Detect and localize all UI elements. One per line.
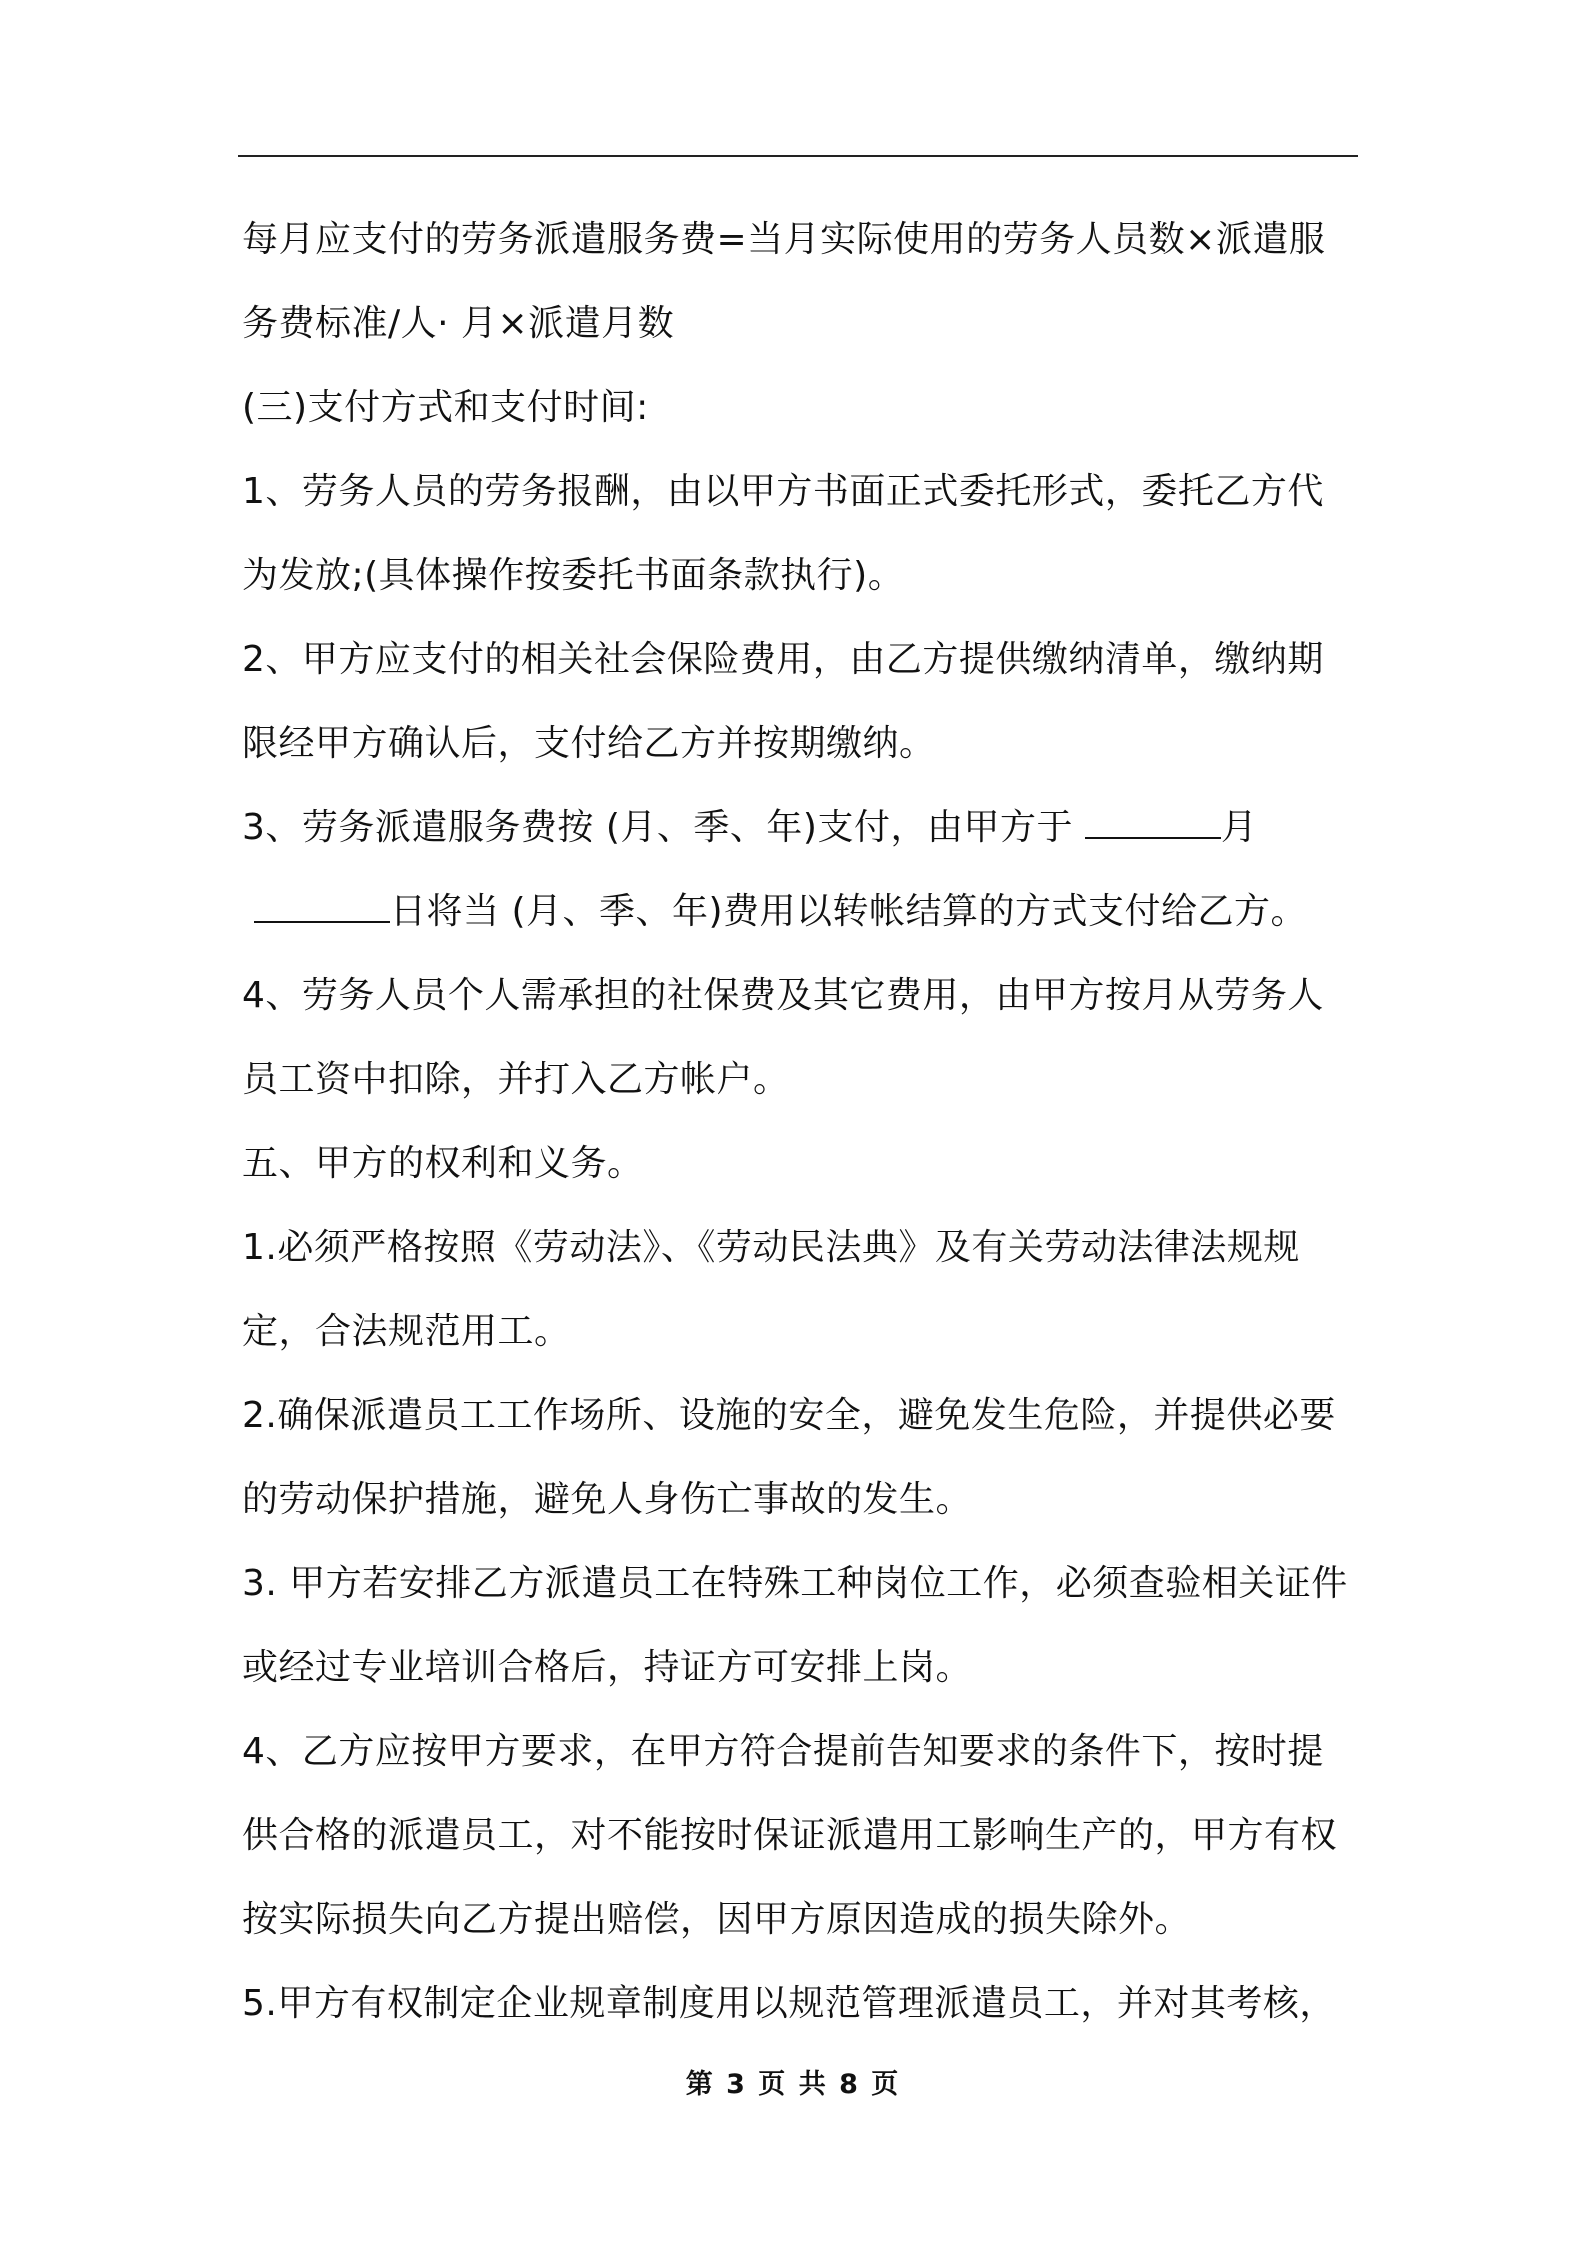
- paragraph-a-2: 2.确保派遣员工工作场所、设施的安全，避免发生危险，并提供必要的劳动保护措施，避免人身伤亡事故的发生。: [242, 1395, 1336, 1520]
- paragraph-a-3: 3. 甲方若安排乙方派遣员工在特殊工种岗位工作，必须查验相关证件或经过专业培训合格后，持证方可安排上岗。: [242, 1563, 1348, 1688]
- header-rule: [238, 155, 1358, 157]
- item-3-text-b: 月: [1220, 807, 1258, 848]
- paragraph-a-4: 4、乙方应按甲方要求，在甲方符合提前告知要求的条件下，按时提供合格的派遣员工，对不能按时保证派遣用工影响生产的，甲方有权按实际损失向乙方提出赔偿，因甲方原因造成的损失除外。: [242, 1731, 1338, 1940]
- paragraph-service-fee-formula: 每月应支付的劳务派遣服务费=当月实际使用的劳务人员数×派遣服务费标准/人· 月×派遣月数: [242, 219, 1326, 344]
- paragraph-payment-heading: (三)支付方式和支付时间:: [242, 387, 649, 428]
- paragraph-a-5: 5.甲方有权制定企业规章制度用以规范管理派遣员工，并对其考核，: [242, 1983, 1336, 2024]
- item-3-text-a: 3、劳务派遣服务费按 (月、季、年)支付，由甲方于: [242, 807, 1085, 848]
- item-3-text-c: 日将当 (月、季、年)费用以转帐结算的方式支付给乙方。: [390, 891, 1308, 932]
- month-blank: [1085, 801, 1221, 839]
- document-body: [242, 198, 1358, 2046]
- paragraph-item-3: [242, 786, 1358, 954]
- paragraph-item-2: 2、甲方应支付的相关社会保险费用，由乙方提供缴纳清单，缴纳期限经甲方确认后，支付给乙方并按期缴纳。: [242, 639, 1324, 764]
- section-heading-party-a-rights: 五、甲方的权利和义务。: [242, 1143, 644, 1184]
- day-blank: [254, 885, 390, 923]
- paragraph-a-1: 1.必须严格按照《劳动法》、《劳动民法典》及有关劳动法律法规规定，合法规范用工。: [242, 1227, 1300, 1352]
- page-number-footer: 第 3 页 共 8 页: [685, 2069, 901, 2100]
- paragraph-item-1: 1、劳务人员的劳务报酬，由以甲方书面正式委托形式，委托乙方代为发放;(具体操作按委托书面条款执行)。: [242, 471, 1324, 596]
- paragraph-item-4: 4、劳务人员个人需承担的社保费及其它费用，由甲方按月从劳务人员工资中扣除，并打入乙方帐户。: [242, 975, 1324, 1100]
